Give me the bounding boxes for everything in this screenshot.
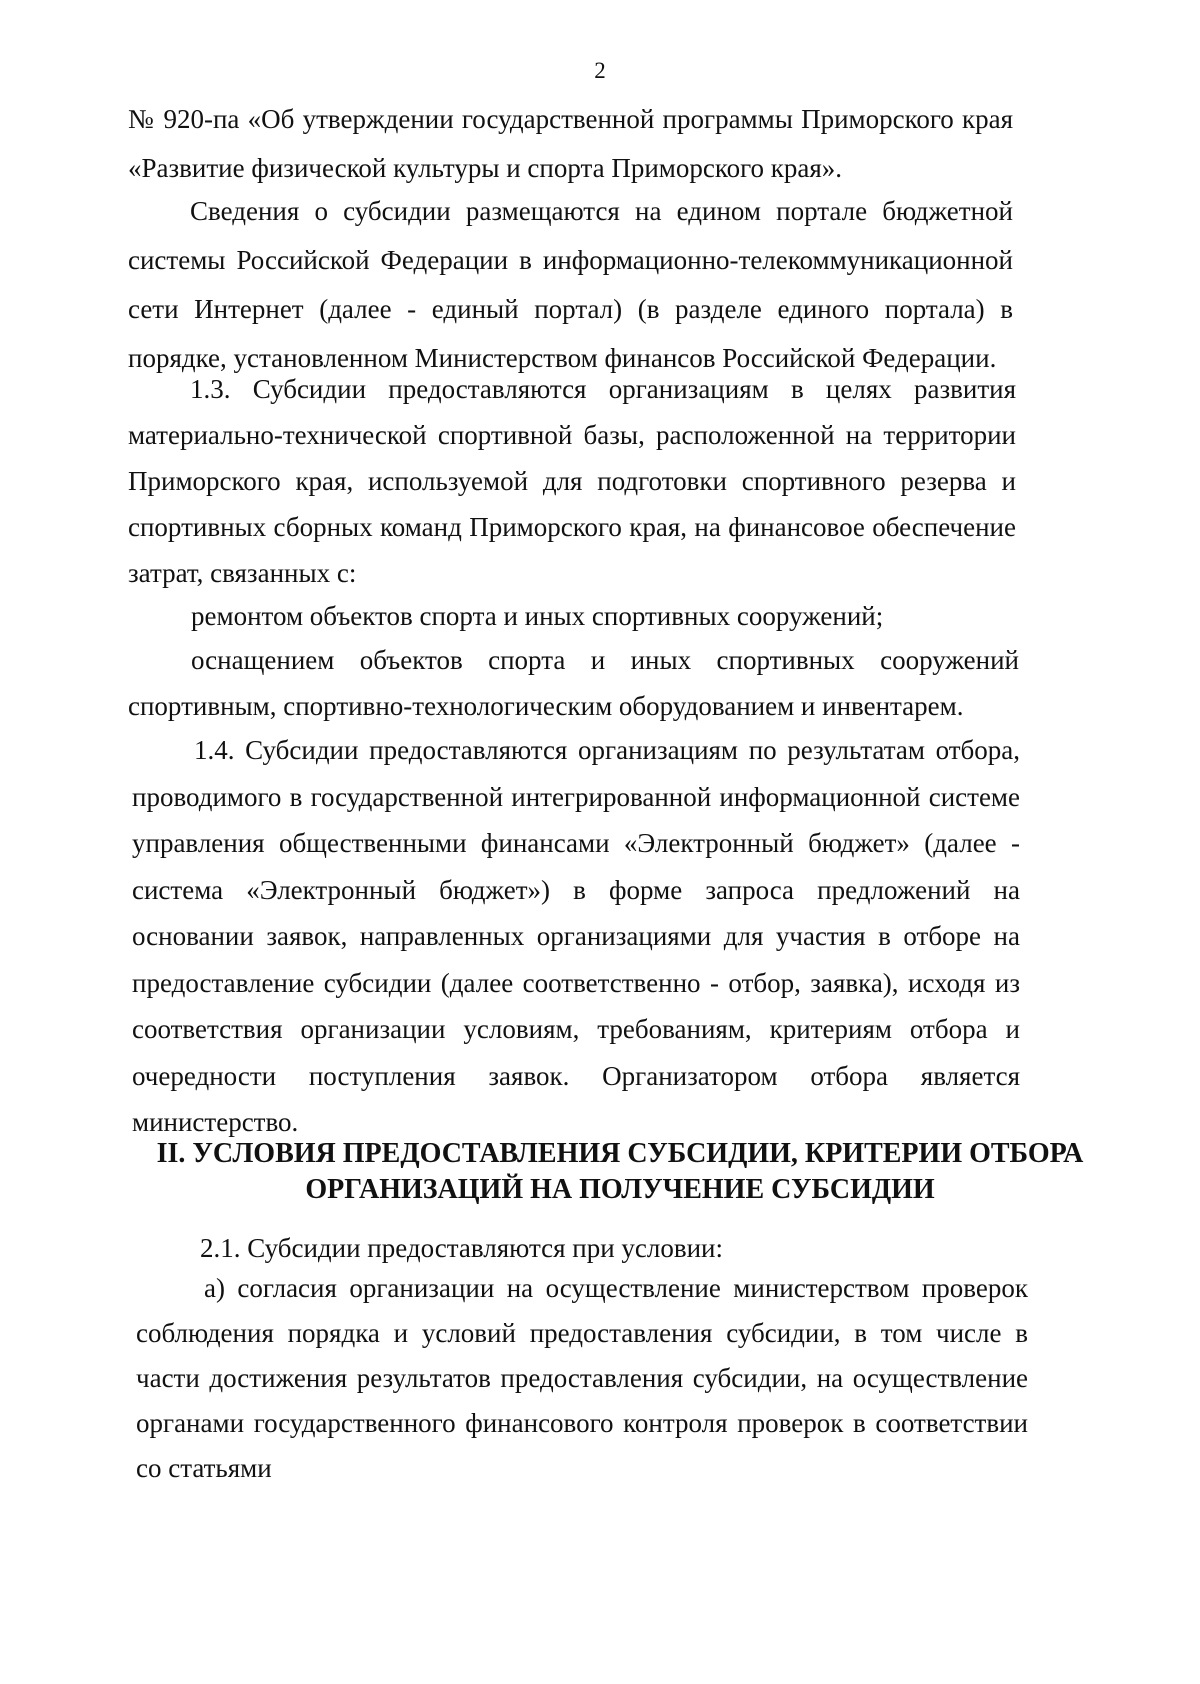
section-heading-line-1: II. УСЛОВИЯ ПРЕДОСТАВЛЕНИЯ СУБСИДИИ, КРИТЕРИИ ОТБОРА xyxy=(156,1138,1084,1169)
section-heading-line-2: ОРГАНИЗАЦИЙ НА ПОЛУЧЕНИЕ СУБСИДИИ xyxy=(305,1174,935,1205)
paragraph-2-1: 2.1. Субсидии предоставляются при условии: xyxy=(200,1233,724,1263)
paragraph-repair-objects: ремонтом объектов спорта и иных спортивных сооружений; xyxy=(191,601,884,631)
page-number: 2 xyxy=(594,58,606,83)
paragraph-program-reference: № 920-па «Об утверждении государственной программы Приморского края «Развитие физической культуры и спорта Приморского края». xyxy=(128,104,1013,183)
paragraph-equipment: оснащением объектов спорта и иных спортивных сооружений спортивным, спортивно-технологическим оборудованием и инвентарем. xyxy=(128,645,1019,721)
paragraph-subsidy-info: Сведения о субсидии размещаются на едином портале бюджетной системы Российской Федерации в информационно-телекоммуникационной сети Интернет (далее - единый портал) (в разделе единого портала) в порядке, установленном Министерством финансов Российской Федерации. xyxy=(128,196,1013,373)
paragraph-1-3: 1.3. Субсидии предоставляются организациям в целях развития материально-технической спортивной базы, расположенной на территории Приморского края, используемой для подготовки спортивного резерва и спортивных сборных команд Приморского края, на финансовое обеспечение затрат, связанных с: xyxy=(128,374,1016,588)
paragraph-2-1-a: а) согласия организации на осуществление министерством проверок соблюдения порядка и условий предоставления субсидии, в том числе в части достижения результатов предоставления субсидии, на осуществление органами государственного финансового контроля проверок в соответствии со статьями xyxy=(136,1273,1028,1483)
section-heading-ii xyxy=(140,1136,1100,1208)
paragraph-1-4: 1.4. Субсидии предоставляются организациям по результатам отбора, проводимого в государственной интегрированной информационной системе управления общественными финансами «Электронный бюджет» (далее - система «Электронный бюджет») в форме запроса предложений на основании заявок, направленных организациями для участия в отборе на предоставление субсидии (далее соответственно - отбор, заявка), исходя из соответствия организации условиям, требованиям, критериям отбора и очередности поступления заявок. Организатором отбора является министерство. xyxy=(132,735,1020,1137)
